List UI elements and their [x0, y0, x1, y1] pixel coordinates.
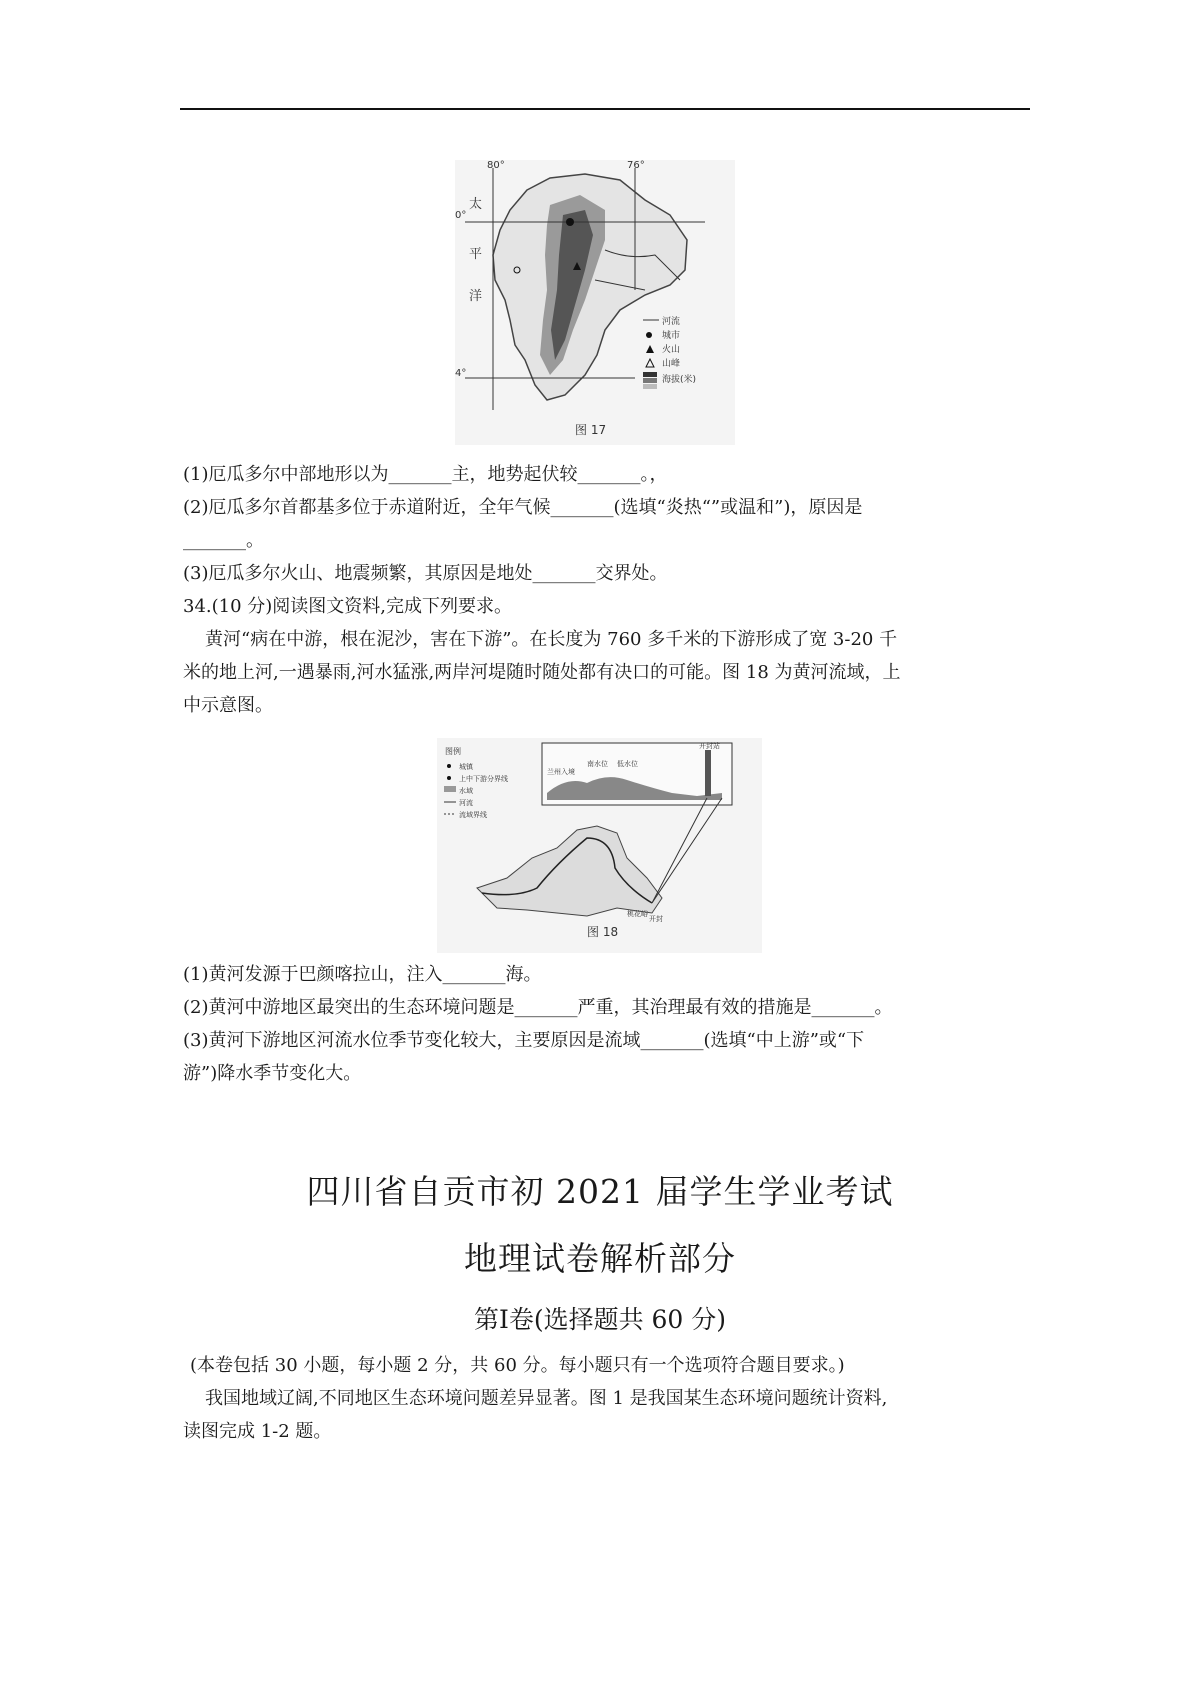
- svg-text:开封站: 开封站: [699, 742, 720, 750]
- header-rule: [180, 108, 1030, 110]
- svg-text:4°: 4°: [455, 368, 467, 379]
- svg-text:流域界线: 流域界线: [459, 811, 487, 819]
- section-intro-1: 我国地域辽阔,不同地区生态环境问题差异显著。图 1 是我国某生态环境问题统计资料,: [205, 1388, 888, 1409]
- q34-paragraph-1: 黄河“病在中游，根在泥沙，害在下游”。在长度为 760 多千米的下游形成了宽 3-20 千: [205, 629, 898, 650]
- figure-17-ecuador-map: [455, 160, 735, 445]
- q33-line-1: (1)厄瓜多尔中部地形以为_______主，地势起伏较_______。，: [183, 464, 668, 485]
- svg-text:水域: 水域: [459, 787, 473, 795]
- svg-text:80°: 80°: [487, 160, 505, 171]
- svg-text:城镇: 城镇: [459, 763, 473, 771]
- q34-answer-1: (1)黄河发源于巴颜喀拉山，注入_______海。: [183, 964, 542, 985]
- svg-text:上中下游分界线: 上中下游分界线: [459, 775, 508, 783]
- q33-line-4: (3)厄瓜多尔火山、地震频繁，其原因是地处_______交界处。: [183, 563, 668, 584]
- svg-text:河流: 河流: [459, 799, 473, 807]
- svg-text:兰州入境: 兰州入境: [547, 768, 575, 776]
- svg-text:太: 太: [469, 197, 483, 212]
- svg-text:桃花峪: 桃花峪: [627, 910, 648, 918]
- figure-17-caption: 图 17: [575, 423, 607, 437]
- q33-line-3: _______。: [183, 530, 264, 551]
- q34-answer-4: 游”)降水季节变化大。: [183, 1063, 362, 1084]
- section-title-main: 四川省自贡市初 2021 届学生学业考试: [306, 1172, 894, 1211]
- svg-text:山峰: 山峰: [662, 359, 681, 369]
- svg-text:开封: 开封: [649, 915, 663, 923]
- svg-text:城市: 城市: [662, 331, 681, 341]
- svg-text:平: 平: [469, 247, 483, 262]
- figure-18-yellow-river-map: [437, 738, 762, 953]
- svg-text:低水位: 低水位: [617, 760, 638, 768]
- svg-text:0°: 0°: [455, 210, 467, 221]
- q34-answer-2: (2)黄河中游地区最突出的生态环境问题是_______严重，其治理最有效的措施是_______。: [183, 997, 893, 1018]
- section-intro-2: 读图完成 1-2 题。: [183, 1421, 332, 1442]
- q33-line-2: (2)厄瓜多尔首都基多位于赤道附近，全年气候_______(选填“炎热“”或温和”)，原因是: [183, 497, 863, 518]
- q34-paragraph-3: 中示意图。: [183, 695, 273, 716]
- q34-paragraph-2: 米的地上河,一遇暴雨,河水猛涨,两岸河堤随时随处都有决口的可能。图 18 为黄河流域，上: [183, 662, 901, 683]
- svg-text:河流: 河流: [662, 317, 681, 327]
- figure-18-caption: 图 18: [587, 925, 619, 939]
- section-note: (本卷包括 30 小题，每小题 2 分，共 60 分。每小题只有一个选项符合题目要求。): [190, 1355, 845, 1376]
- svg-text:洋: 洋: [469, 289, 483, 304]
- q34-answer-3: (3)黄河下游地区河流水位季节变化较大，主要原因是流域_______(选填“中上游”或“下: [183, 1030, 865, 1051]
- svg-text:图例: 图例: [445, 747, 461, 756]
- svg-text:海拔(米): 海拔(米): [662, 375, 697, 385]
- q34-heading: 34.(10 分)阅读图文资料,完成下列要求。: [183, 596, 513, 617]
- svg-text:76°: 76°: [627, 160, 645, 171]
- section-title-part: 第Ⅰ卷(选择题共 60 分): [473, 1305, 727, 1334]
- svg-text:南水位: 南水位: [587, 760, 608, 768]
- svg-text:火山: 火山: [662, 345, 681, 355]
- section-title-sub: 地理试卷解析部分: [464, 1239, 736, 1278]
